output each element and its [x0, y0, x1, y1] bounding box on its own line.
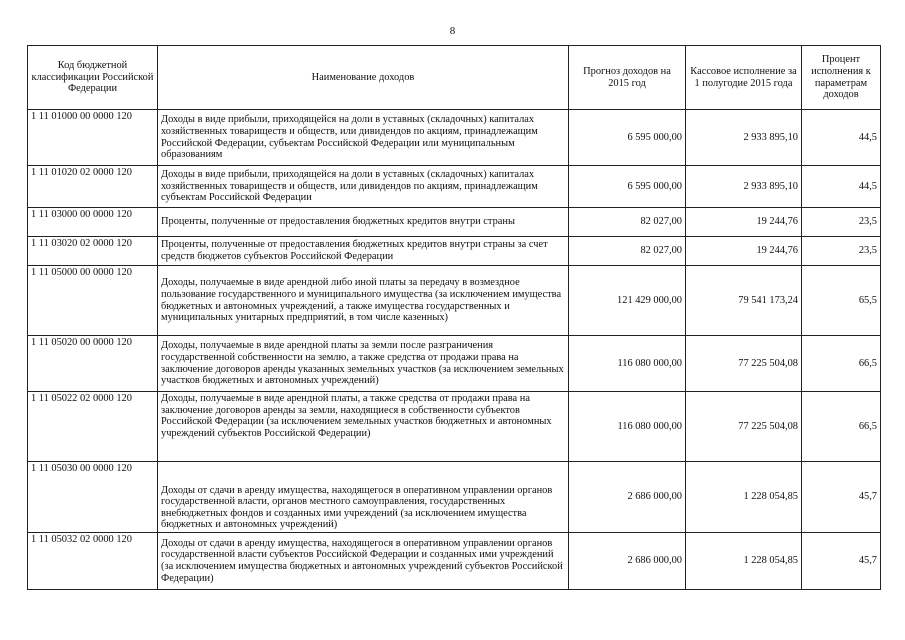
header-forecast: Прогноз доходов на 2015 год: [569, 46, 686, 110]
row-percent: 23,5: [802, 208, 881, 237]
row-forecast: 121 429 000,00: [569, 266, 686, 336]
row-forecast: 6 595 000,00: [569, 110, 686, 166]
table-row: [28, 336, 881, 392]
table-row: [28, 392, 881, 462]
row-name: Доходы в виде прибыли, приходящейся на доли в уставных (складочных) капиталах хозяйственных товариществ и обществ, или дивидендов по акциям, принадлежащим Российской Федерации, субъектам Российской Федерации или муниципальным образованиям: [158, 110, 569, 166]
row-code: 1 11 01000 00 0000 120: [28, 110, 158, 166]
table-row: [28, 208, 881, 237]
row-code: 1 11 05030 00 0000 120: [28, 462, 158, 533]
row-percent: 44,5: [802, 110, 881, 166]
row-name: Доходы от сдачи в аренду имущества, находящегося в оперативном управлении органов государственной власти, органов местного самоуправления, государственных внебюджетных фондов и созданных ими учреждений (за исключением имущества бюджетных и автономных учреждений): [158, 462, 569, 533]
row-percent: 44,5: [802, 166, 881, 208]
row-execution: 77 225 504,08: [686, 336, 802, 392]
row-percent: 23,5: [802, 237, 881, 266]
row-name: Проценты, полученные от предоставления бюджетных кредитов внутри страны: [158, 208, 569, 237]
header-execution: Кассовое исполнение за 1 полугодие 2015 года: [686, 46, 802, 110]
row-execution: 2 933 895,10: [686, 110, 802, 166]
row-forecast: 2 686 000,00: [569, 533, 686, 590]
row-percent: 66,5: [802, 336, 881, 392]
row-execution: 77 225 504,08: [686, 392, 802, 462]
header-name: Наименование доходов: [158, 46, 569, 110]
row-name: Доходы, получаемые в виде арендной либо иной платы за передачу в возмездное пользование государственного и муниципального имущества (за исключением имущества бюджетных и автономных учреждений, а также имущества государственных и муниципальных унитарных предприятий, в том числе казенных): [158, 266, 569, 336]
row-code: 1 11 03000 00 0000 120: [28, 208, 158, 237]
row-code: 1 11 03020 02 0000 120: [28, 237, 158, 266]
row-name: Доходы, получаемые в виде арендной платы за земли после разграничения государственной собственности на землю, а также средства от продажи права на заключение договоров аренды указанных земельных участков (за исключением земельных участков бюджетных и автономных учреждений): [158, 336, 569, 392]
row-forecast: 2 686 000,00: [569, 462, 686, 533]
row-percent: 65,5: [802, 266, 881, 336]
row-execution: 1 228 054,85: [686, 533, 802, 590]
row-forecast: 6 595 000,00: [569, 166, 686, 208]
row-percent: 66,5: [802, 392, 881, 462]
row-name: Доходы от сдачи в аренду имущества, находящегося в оперативном управлении органов государственной власти субъектов Российской Федерации и созданных ими учреждений (за исключением имущества бюджетных и автономных учреждений субъектов Российской Федерации): [158, 533, 569, 590]
row-forecast: 116 080 000,00: [569, 392, 686, 462]
row-code: 1 11 05032 02 0000 120: [28, 533, 158, 590]
header-row: [28, 46, 881, 110]
table-row: [28, 166, 881, 208]
row-code: 1 11 01020 02 0000 120: [28, 166, 158, 208]
row-name: Доходы, получаемые в виде арендной платы, а также средства от продажи права на заключение договоров аренды за земли, находящиеся в собственности субъектов Российской Федерации (за исключением земельных участков бюджетных и автономных учреждений субъектов Российской Федерации): [158, 392, 569, 462]
revenue-table: [27, 45, 881, 590]
header-percent: Процент исполнения к параметрам доходов: [802, 46, 881, 110]
table-row: [28, 533, 881, 590]
table-row: [28, 462, 881, 533]
row-percent: 45,7: [802, 462, 881, 533]
row-name: Доходы в виде прибыли, приходящейся на доли в уставных (складочных) капиталах хозяйственных товариществ и обществ, или дивидендов по акциям, принадлежащим субъектам Российской Федерации: [158, 166, 569, 208]
table-row: [28, 237, 881, 266]
row-execution: 1 228 054,85: [686, 462, 802, 533]
row-forecast: 82 027,00: [569, 237, 686, 266]
row-forecast: 82 027,00: [569, 208, 686, 237]
row-execution: 19 244,76: [686, 237, 802, 266]
row-execution: 2 933 895,10: [686, 166, 802, 208]
row-name: Проценты, полученные от предоставления бюджетных кредитов внутри страны за счет средств бюджетов субъектов Российской Федерации: [158, 237, 569, 266]
row-execution: 79 541 173,24: [686, 266, 802, 336]
row-code: 1 11 05020 00 0000 120: [28, 336, 158, 392]
row-code: 1 11 05000 00 0000 120: [28, 266, 158, 336]
header-code: Код бюджетной классификации Российской Федерации: [28, 46, 158, 110]
row-forecast: 116 080 000,00: [569, 336, 686, 392]
row-execution: 19 244,76: [686, 208, 802, 237]
table-row: [28, 266, 881, 336]
page-number: 8: [449, 25, 456, 37]
row-code: 1 11 05022 02 0000 120: [28, 392, 158, 462]
row-percent: 45,7: [802, 533, 881, 590]
table-row: [28, 110, 881, 166]
